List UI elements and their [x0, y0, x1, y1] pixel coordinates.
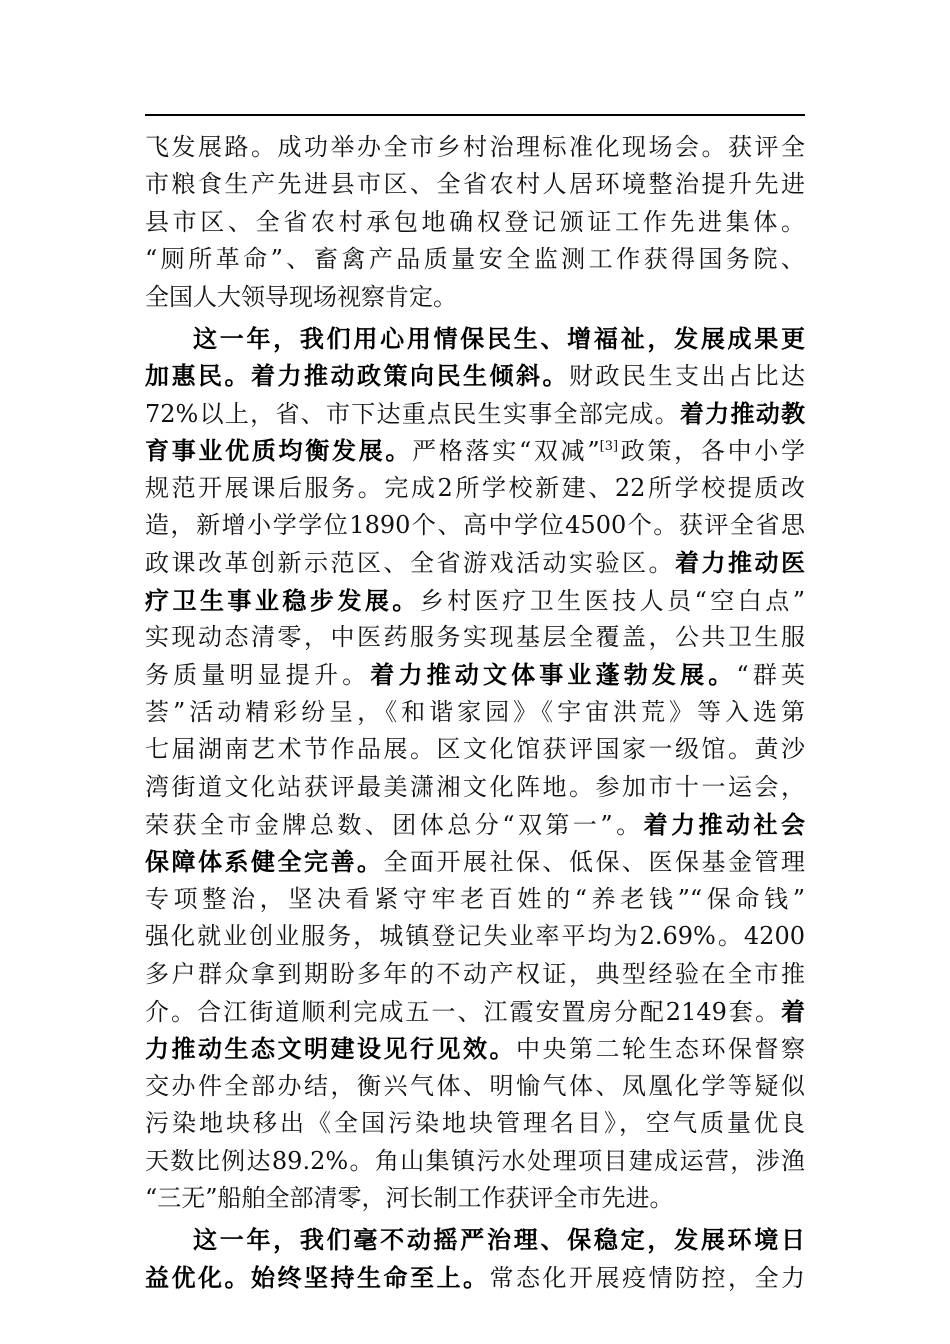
- text-line: [145, 881, 805, 918]
- text-line: [145, 918, 805, 955]
- bold-text: 着: [781, 996, 805, 1026]
- body-text: 污染地块移出《全国污染地块管理名目》，空气质量优良: [145, 1109, 805, 1138]
- body-text: 七届湖南艺术节作品展。区文化馆获评国家一级馆。黄沙: [145, 735, 805, 764]
- body-text: 政策，各中小学: [618, 437, 806, 466]
- body-text: 介。合江街道顺利完成五一、江霞安置房分配2149套。: [145, 997, 781, 1026]
- text-line: [145, 320, 805, 357]
- bold-text: 益优化。始终坚持生命至上。: [145, 1262, 490, 1292]
- body-text: 实现动态清零，中医药服务实现基层全覆盖，公共卫生服: [145, 623, 805, 652]
- bold-text: 着力推动社会: [643, 810, 805, 840]
- body-text: 强化就业创业服务，城镇登记失业率平均为2.69%。4200: [145, 922, 805, 951]
- bold-text: 着力推动教: [679, 398, 805, 428]
- text-line: [145, 1068, 805, 1105]
- body-text: 常态化开展疫情防控，全力: [489, 1263, 805, 1292]
- body-text: 政课改革创新示范区、全省游戏活动实验区。: [145, 549, 675, 578]
- bold-text: 力推动生态文明建设见行见效。: [145, 1034, 516, 1064]
- body-text: 全面开展社保、低保、医保基金管理: [383, 848, 805, 877]
- body-text: 交办件全部办结，衡兴气体、明愉气体、凤凰化学等疑似: [145, 1071, 805, 1100]
- text-line: [145, 395, 805, 432]
- text-line: [145, 129, 805, 166]
- bold-text: 加惠民。着力推动政策向民生倾斜。: [145, 361, 569, 391]
- text-line: [145, 843, 805, 880]
- body-text: 飞发展路。成功举办全市乡村治理标准化现场会。获评全: [145, 133, 805, 161]
- text-line: [145, 1221, 805, 1258]
- text-line: [145, 1030, 805, 1067]
- text-line: [145, 694, 805, 731]
- text-line: [145, 656, 805, 693]
- body-text: 市粮食生产先进县市区、全省农村人居环境整治提升先进: [145, 170, 805, 199]
- body-text: 中央第二轮生态环保督察: [516, 1035, 805, 1064]
- bold-text: 着力推动医: [675, 548, 805, 578]
- body-text: 72%以上，省、市下达重点民生实事全部完成。: [145, 399, 680, 428]
- body-text: 专项整治，坚决看紧守牢老百姓的“养老钱”“保命钱”: [145, 884, 805, 913]
- text-line: [145, 1105, 805, 1142]
- text-line: [145, 731, 805, 768]
- document-body: [145, 129, 805, 1296]
- bold-text: 这一年，我们用心用情保民生、增福祉，发展成果更: [193, 323, 805, 353]
- text-line: [145, 470, 805, 507]
- text-line: [145, 357, 805, 394]
- text-line: [145, 279, 805, 316]
- text-line: [145, 204, 805, 241]
- text-line: [145, 432, 805, 469]
- body-text: 乡村医疗卫生医技人员“空白点”: [419, 586, 806, 615]
- text-line: [145, 166, 805, 203]
- body-text: “三无”船舶全部清零，河长制工作获评全市先进。: [145, 1183, 674, 1212]
- body-text: “群英: [736, 661, 805, 690]
- text-line: [145, 507, 805, 544]
- body-text: 务质量明显提升。: [145, 661, 371, 690]
- body-text: “厕所革命”、畜禽产品质量安全监测工作获得国务院、: [145, 245, 805, 274]
- bold-text: 这一年，我们毫不动摇严治理、保稳定，发展环境日: [193, 1225, 805, 1255]
- body-text: 多户群众拿到期盼多年的不动产权证，典型经验在全市推: [145, 959, 805, 988]
- bold-text: 保障体系健全完善。: [145, 847, 384, 877]
- body-text: 荟”活动精彩纷呈，《和谐家园》《宇宙洪荒》等入选第: [145, 697, 805, 726]
- text-line: [145, 1259, 805, 1296]
- text-line: [145, 619, 805, 656]
- text-line: [145, 241, 805, 278]
- text-line: [145, 956, 805, 993]
- body-text: 造，新增小学学位1890个、高中学位4500个。获评全省思: [145, 510, 805, 539]
- bold-text: 疗卫生事业稳步发展。: [145, 585, 420, 615]
- text-line: [145, 1143, 805, 1180]
- body-text: 全国人大领导现场视察肯定。: [145, 282, 457, 311]
- text-line: [145, 993, 805, 1030]
- body-text: 规范开展课后服务。完成2所学校新建、22所学校提质改: [145, 473, 805, 502]
- header-rule: [145, 114, 805, 116]
- bold-text: 育事业优质均衡发展。: [145, 436, 413, 466]
- body-text: 天数比例达89.2%。角山集镇污水处理项目建成运营，涉渔: [145, 1146, 805, 1175]
- text-line: [145, 806, 805, 843]
- body-text: 严格落实“双减”: [412, 437, 600, 466]
- footnote-ref: [3]: [599, 439, 619, 455]
- text-line: [145, 582, 805, 619]
- body-text: 荣获全市金牌总数、团体总分“双第一”。: [145, 811, 644, 840]
- text-line: [145, 544, 805, 581]
- body-text: 县市区、全省农村承包地确权登记颁证工作先进集体。: [145, 207, 805, 236]
- text-line: [145, 1180, 805, 1217]
- text-line: [145, 769, 805, 806]
- bold-text: 着力推动文体事业蓬勃发展。: [370, 660, 737, 690]
- body-text: 财政民生支出占比达: [569, 362, 805, 391]
- body-text: 湾街道文化站获评最美潇湘文化阵地。参加市十一运会，: [145, 772, 805, 801]
